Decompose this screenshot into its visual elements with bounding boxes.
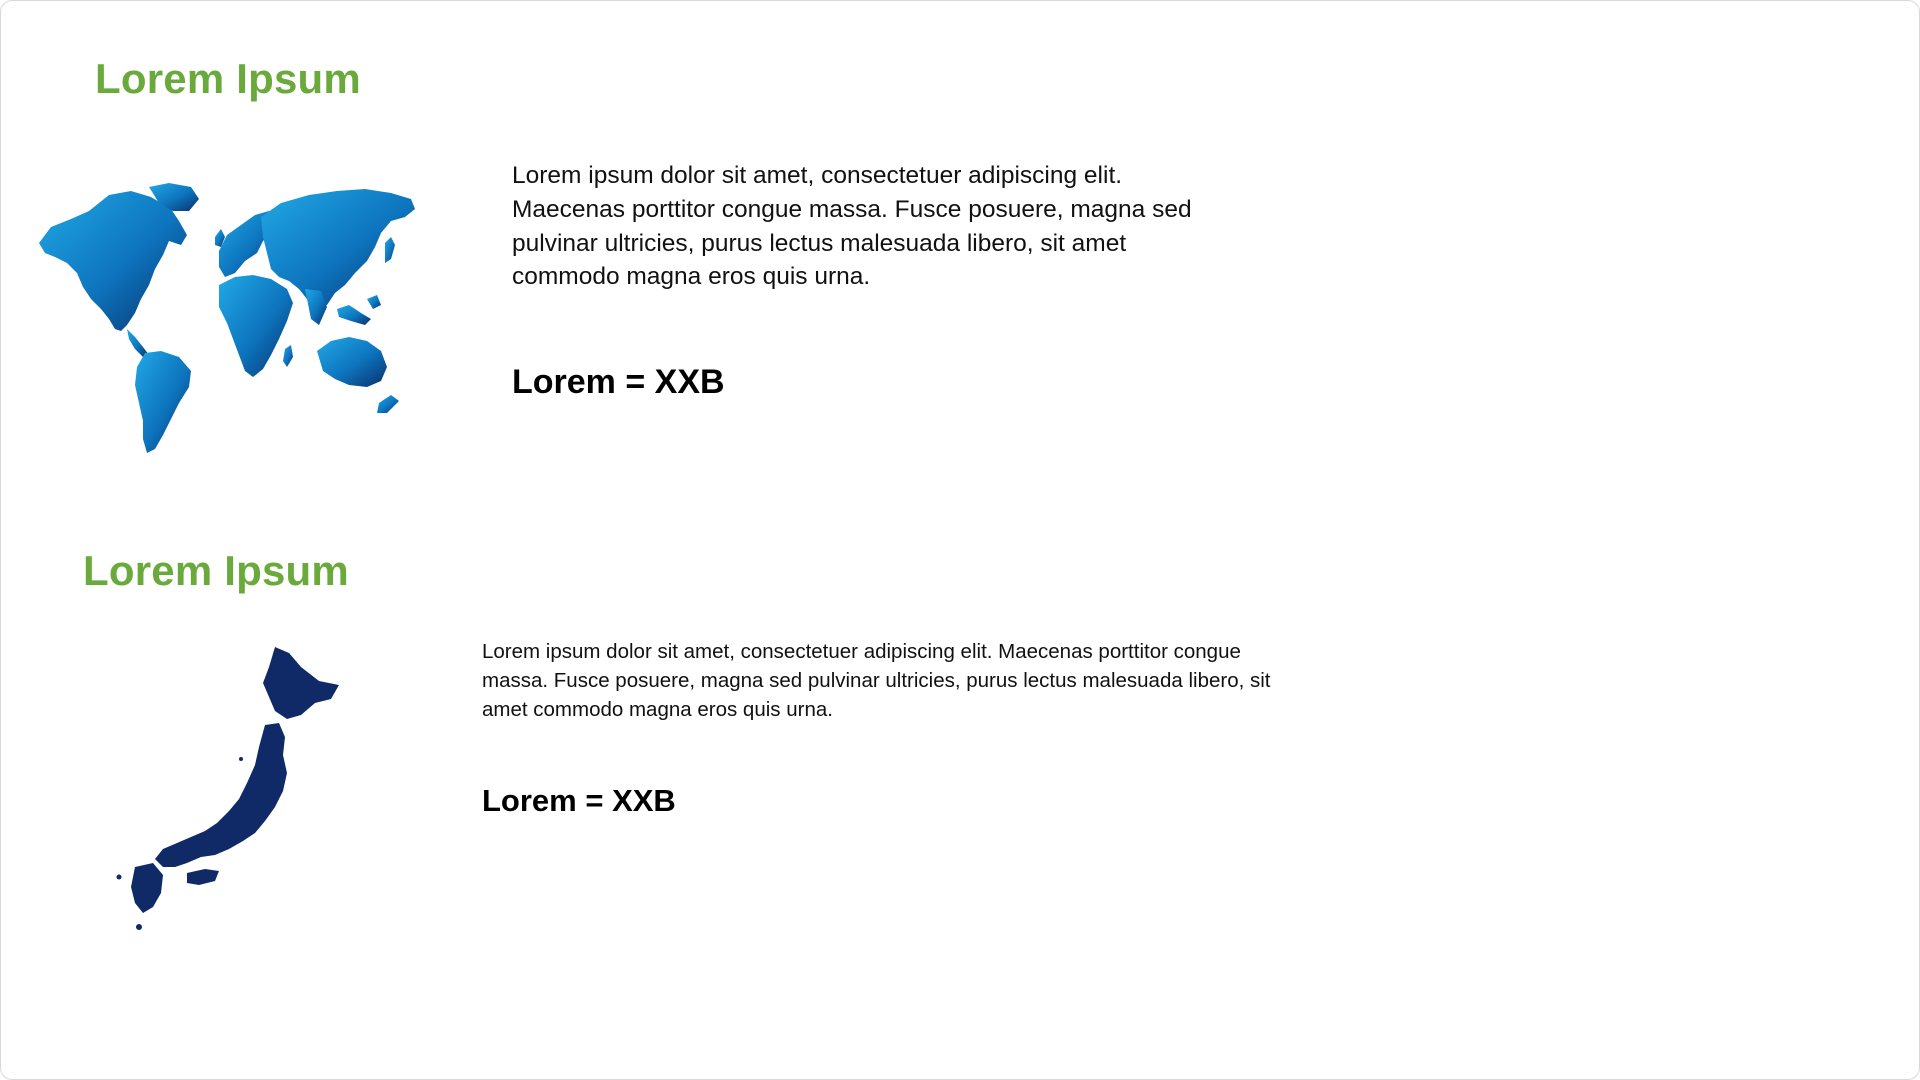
section-title-japan: Lorem Ipsum — [83, 547, 349, 594]
section-body-japan: Lorem ipsum dolor sit amet, consectetuer adipiscing elit. Maecenas porttitor congue massa. Fusce posuere, magna sed pulvinar ultricies, purus lectus malesuada libero, sit amet commodo magna eros quis urna. — [482, 640, 1271, 721]
section-metric-japan: Lorem = XXB — [482, 783, 676, 818]
section-metric-world: Lorem = XXB — [512, 363, 725, 401]
world-map-icon — [31, 181, 421, 461]
section-body-world: Lorem ipsum dolor sit amet, consectetuer adipiscing elit. Maecenas porttitor congue massa. Fusce posuere, magna sed pulvinar ultricies, purus lectus malesuada libero, sit amet commodo magna eros quis urna. — [512, 162, 1192, 291]
section-title-world: Lorem Ipsum — [95, 55, 361, 102]
japan-map-icon — [79, 641, 349, 941]
